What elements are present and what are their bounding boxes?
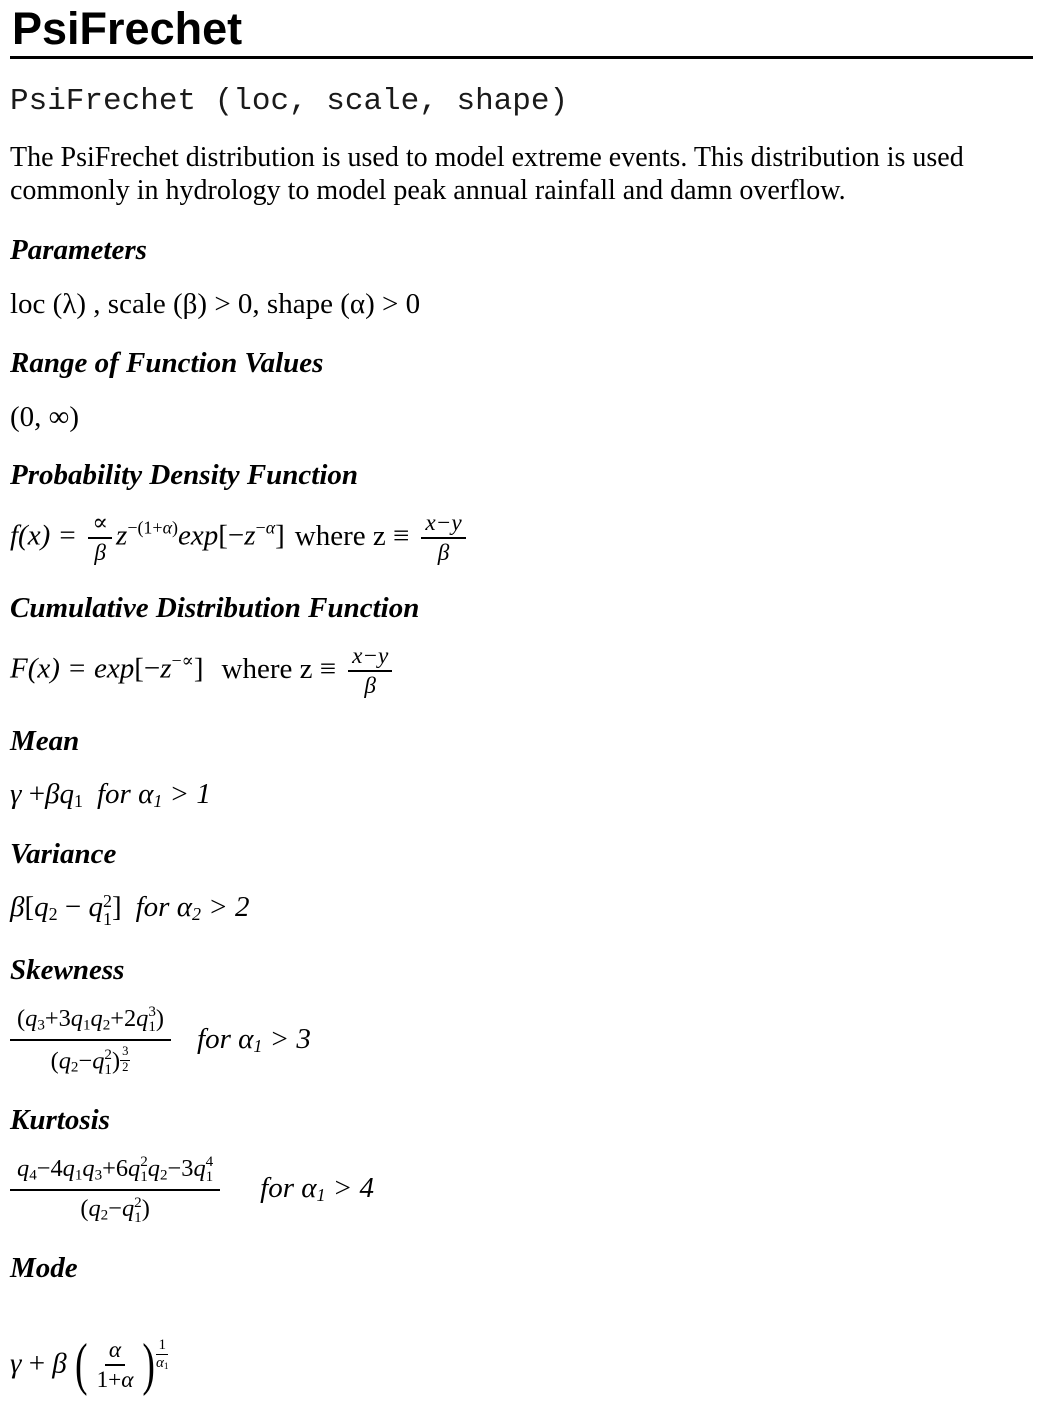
mode-formula — [10, 1331, 1033, 1397]
range-heading: Range of Function Values — [10, 346, 324, 379]
title-rule — [10, 56, 1033, 59]
mean-gamma: γ — [10, 778, 22, 811]
q1-cubed: 3 1 — [148, 1003, 156, 1035]
skewness-condition: for α1 > 3 — [197, 1022, 311, 1056]
q1-squared: 2 1 — [134, 1194, 142, 1226]
q1-fourth: 4 1 — [205, 1154, 214, 1186]
z-definition-fraction: $\frac{x-y}{\beta}$ — [348, 643, 392, 699]
q1-squared: 2 1 — [102, 890, 112, 929]
z-definition-fraction: $\frac{x-y}{\beta}$ — [421, 510, 465, 566]
mean-plus: + — [28, 778, 46, 811]
mode-plus: + — [28, 1347, 46, 1380]
cdf-where-clause: where z ≡ — [221, 652, 337, 685]
parameters-heading: Parameters — [10, 233, 147, 266]
parameters-body: loc (λ) , scale (β) > 0, shape (α) > 0 — [10, 287, 421, 320]
pdf-lhs: f(x) = — [10, 519, 78, 552]
variance-condition: for α2 > 2 — [135, 891, 250, 925]
cdf-exp-function: exp — [93, 652, 135, 685]
cdf-lhs: F(x) = — [10, 652, 87, 685]
mean-formula — [10, 776, 1033, 812]
close-paren: ) — [142, 1331, 155, 1397]
skewness-heading: Skewness — [10, 953, 125, 986]
alpha-over-beta-fraction: $\frac{\propto}{\beta}$ — [88, 510, 112, 566]
kurtosis-condition: for α1 > 4 — [260, 1171, 375, 1205]
pdf-formula — [10, 510, 1033, 566]
pdf-z2: z — [244, 519, 256, 552]
q1-squared: 2 1 — [140, 1154, 148, 1186]
mode-gamma: γ — [10, 1347, 22, 1380]
variance-beta: β — [10, 891, 25, 924]
page-title: PsiFrechet — [12, 3, 243, 54]
range-body: (0, ∞) — [10, 400, 79, 433]
kurtosis-numerator: q4−4q1q3+6q 2 1 q2−3q 4 1 — [10, 1155, 220, 1192]
skewness-formula — [10, 1005, 1033, 1078]
pdf-z2-exponent: −α — [255, 517, 276, 538]
cdf-formula — [10, 643, 1033, 699]
skewness-fraction — [10, 1005, 171, 1078]
variance-open-bracket: [ — [24, 891, 35, 924]
cdf-z: z — [160, 652, 172, 685]
variance-minus: − — [57, 891, 89, 924]
alpha-over-one-plus-alpha: $\frac{\alpha}{1+\alpha}$ — [96, 1337, 134, 1394]
pdf-z-exponent: −(1+α) — [127, 517, 178, 538]
kurtosis-formula — [10, 1155, 1033, 1226]
cdf-z-exponent: −∝ — [171, 650, 194, 671]
mode-beta: β — [52, 1347, 67, 1380]
mean-condition: for α1 > 1 — [96, 778, 211, 812]
variance-close-bracket: ] — [111, 891, 122, 924]
pdf-where-clause: where z ≡ — [294, 519, 410, 552]
three-halves-exponent: $\frac{3}{2}$ — [122, 1044, 129, 1075]
kurtosis-denominator: (q2−q 2 1 ) — [80, 1194, 150, 1226]
cdf-heading: Cumulative Distribution Function — [10, 592, 420, 625]
cdf-close-bracket: ] — [193, 652, 204, 685]
variance-formula: β[q2 − q 2 1 ] for α2 > 2 — [10, 890, 250, 929]
pdf-close-bracket: ] — [275, 519, 285, 552]
pdf-open-bracket: [− — [218, 519, 245, 552]
skewness-denominator: (q2−q 2 1 ) $\frac{3}{2}$ — [50, 1044, 129, 1078]
function-signature: PsiFrechet (loc, scale, shape) — [10, 84, 569, 120]
pdf-z: z — [116, 519, 128, 552]
kurtosis-heading: Kurtosis — [10, 1103, 110, 1136]
kurtosis-fraction — [10, 1155, 220, 1226]
mean-q-subscript: 1 — [74, 791, 83, 812]
variance-heading: Variance — [10, 838, 117, 871]
q1-squared: 2 1 — [104, 1046, 112, 1078]
skewness-numerator: (q3+3q1q2+2q 3 1 ) — [10, 1005, 171, 1042]
mean-beta-q: βq — [45, 778, 74, 811]
cdf-open-bracket: [− — [134, 652, 161, 685]
pdf-heading: Probability Density Function — [10, 459, 359, 492]
one-over-alpha1-exponent: $\frac{1}{\alpha 1}$ — [155, 1336, 169, 1373]
open-paren: ( — [75, 1331, 88, 1397]
mean-heading: Mean — [10, 725, 80, 758]
description-paragraph: The PsiFrechet distribution is used to model extreme events. This distribution is used commonly in hydrology to model peak annual rainfall and damn overflow. — [10, 142, 964, 207]
pdf-exp-function: exp — [177, 519, 219, 552]
mode-heading: Mode — [10, 1251, 78, 1284]
